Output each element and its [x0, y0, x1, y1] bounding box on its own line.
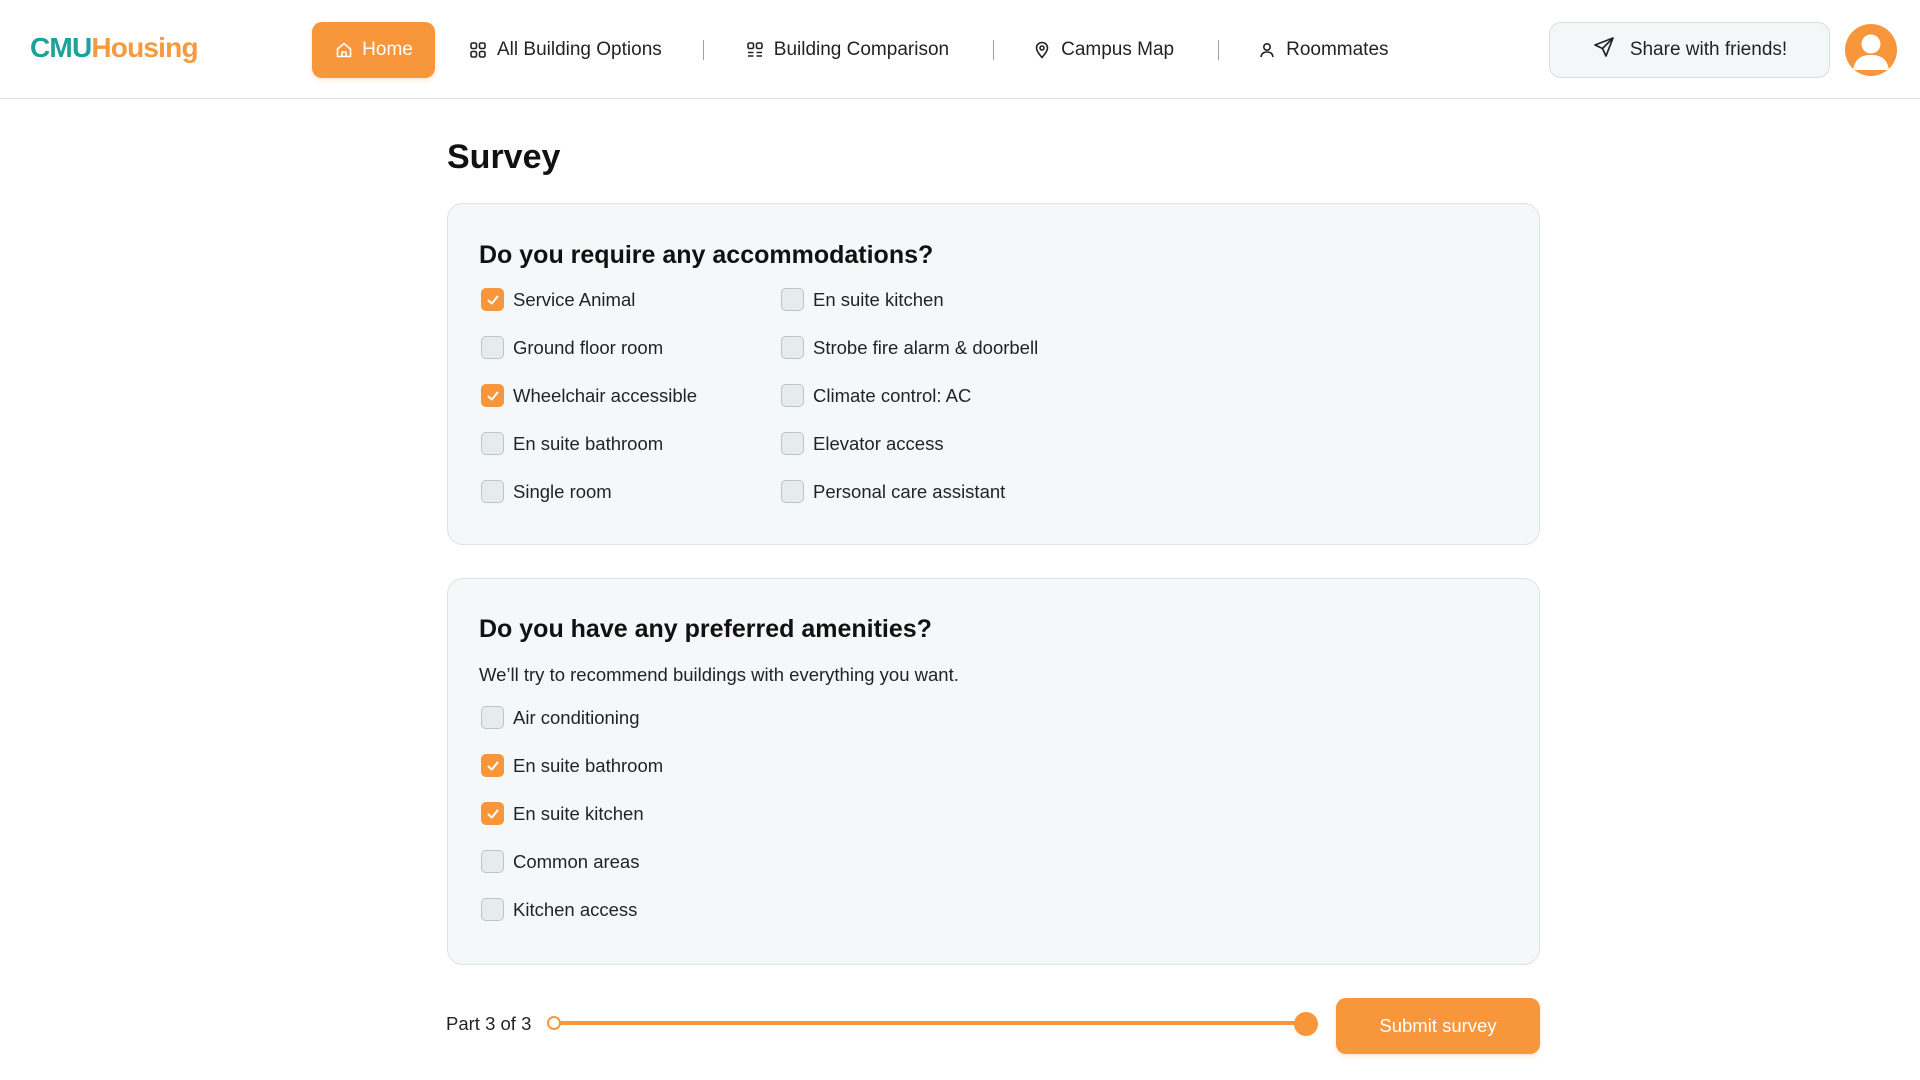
amenity-option[interactable]	[481, 898, 637, 921]
accommodation-option[interactable]	[481, 384, 697, 407]
option-label: Wheelchair accessible	[513, 384, 698, 406]
checkbox-unchecked[interactable]	[481, 480, 504, 503]
nav-roommates[interactable]	[1257, 39, 1388, 61]
checkbox-unchecked[interactable]	[481, 850, 504, 873]
share-button-label: Share with friends!	[1629, 39, 1788, 60]
nav-home-button[interactable]	[312, 22, 435, 78]
nav-divider	[993, 40, 994, 60]
nav-home-label: Home	[362, 39, 413, 60]
option-label: Air conditioning	[513, 706, 640, 728]
option-label: Common areas	[513, 850, 640, 872]
option-label: Kitchen access	[513, 898, 638, 920]
accommodation-option[interactable]	[781, 336, 1038, 359]
accommodation-option[interactable]	[781, 288, 944, 311]
checkbox-checked[interactable]	[481, 384, 504, 407]
survey-progress-label: Part 3 of 3	[446, 1013, 532, 1034]
option-label: Climate control: AC	[813, 384, 972, 406]
checkbox-unchecked[interactable]	[781, 288, 804, 311]
amenity-option[interactable]	[481, 754, 663, 777]
user-icon	[1257, 40, 1277, 60]
accommodations-question: Do you require any accommodations?	[479, 241, 934, 269]
nav-roommates-label: Roommates	[1286, 39, 1389, 60]
checkbox-unchecked[interactable]	[781, 432, 804, 455]
accommodation-option[interactable]	[481, 336, 663, 359]
accommodation-option[interactable]	[481, 480, 612, 503]
brand-logo[interactable]	[30, 32, 198, 64]
nav-building-comparison[interactable]	[745, 39, 949, 61]
amenities-question: Do you have any preferred amenities?	[479, 615, 932, 643]
accommodation-option[interactable]	[781, 480, 1005, 503]
submit-survey-button[interactable]: Submit survey	[1336, 998, 1540, 1054]
checkbox-unchecked[interactable]	[481, 706, 504, 729]
share-with-friends-button[interactable]	[1549, 22, 1830, 78]
nav-divider	[1218, 40, 1219, 60]
checkbox-checked[interactable]	[481, 802, 504, 825]
nav-all-building-options-label: All Building Options	[497, 39, 662, 60]
amenity-option[interactable]	[481, 706, 640, 729]
accommodation-option[interactable]	[781, 384, 971, 407]
option-label: Strobe fire alarm & doorbell	[813, 336, 1039, 358]
checkbox-unchecked[interactable]	[481, 336, 504, 359]
map-pin-icon	[1032, 40, 1052, 60]
page-title: Survey	[447, 138, 561, 176]
checkbox-unchecked[interactable]	[481, 432, 504, 455]
accommodations-card	[447, 203, 1540, 545]
option-label: Personal care assistant	[813, 480, 1006, 502]
amenity-option[interactable]	[481, 802, 644, 825]
checkbox-unchecked[interactable]	[781, 384, 804, 407]
main-nav	[312, 22, 1389, 78]
compare-icon	[745, 40, 765, 60]
option-label: Ground floor room	[513, 336, 664, 358]
top-navigation-bar	[0, 0, 1920, 99]
amenities-card	[447, 578, 1540, 965]
user-avatar[interactable]	[1845, 24, 1897, 76]
option-label: Single room	[513, 480, 612, 502]
checkbox-checked[interactable]	[481, 288, 504, 311]
checkbox-unchecked[interactable]	[781, 480, 804, 503]
home-icon	[334, 40, 354, 60]
option-label: En suite kitchen	[513, 802, 644, 824]
nav-campus-map[interactable]	[1032, 39, 1174, 61]
progress-handle[interactable]	[1294, 1012, 1318, 1036]
survey-progress-bar	[553, 1021, 1308, 1025]
nav-campus-map-label: Campus Map	[1061, 39, 1175, 60]
brand-logo-part2: Housing	[91, 32, 198, 63]
checkbox-unchecked[interactable]	[781, 336, 804, 359]
progress-start-marker	[547, 1016, 561, 1030]
checkbox-unchecked[interactable]	[481, 898, 504, 921]
nav-all-building-options[interactable]	[468, 39, 662, 61]
accommodation-option[interactable]	[481, 432, 663, 455]
amenity-option[interactable]	[481, 850, 639, 873]
avatar-person-icon	[1845, 24, 1897, 76]
grid-icon	[468, 40, 488, 60]
send-icon	[1592, 35, 1616, 65]
nav-building-comparison-label: Building Comparison	[773, 39, 950, 60]
brand-logo-part1: CMU	[30, 32, 92, 63]
checkbox-checked[interactable]	[481, 754, 504, 777]
accommodation-option[interactable]	[781, 432, 944, 455]
amenities-subtitle: We’ll try to recommend buildings with everything you want.	[479, 664, 959, 685]
option-label: Service Animal	[513, 288, 636, 310]
option-label: En suite bathroom	[513, 432, 664, 454]
accommodation-option[interactable]	[481, 288, 635, 311]
option-label: Elevator access	[813, 432, 944, 454]
option-label: En suite bathroom	[513, 754, 664, 776]
nav-divider	[703, 40, 704, 60]
option-label: En suite kitchen	[813, 288, 944, 310]
